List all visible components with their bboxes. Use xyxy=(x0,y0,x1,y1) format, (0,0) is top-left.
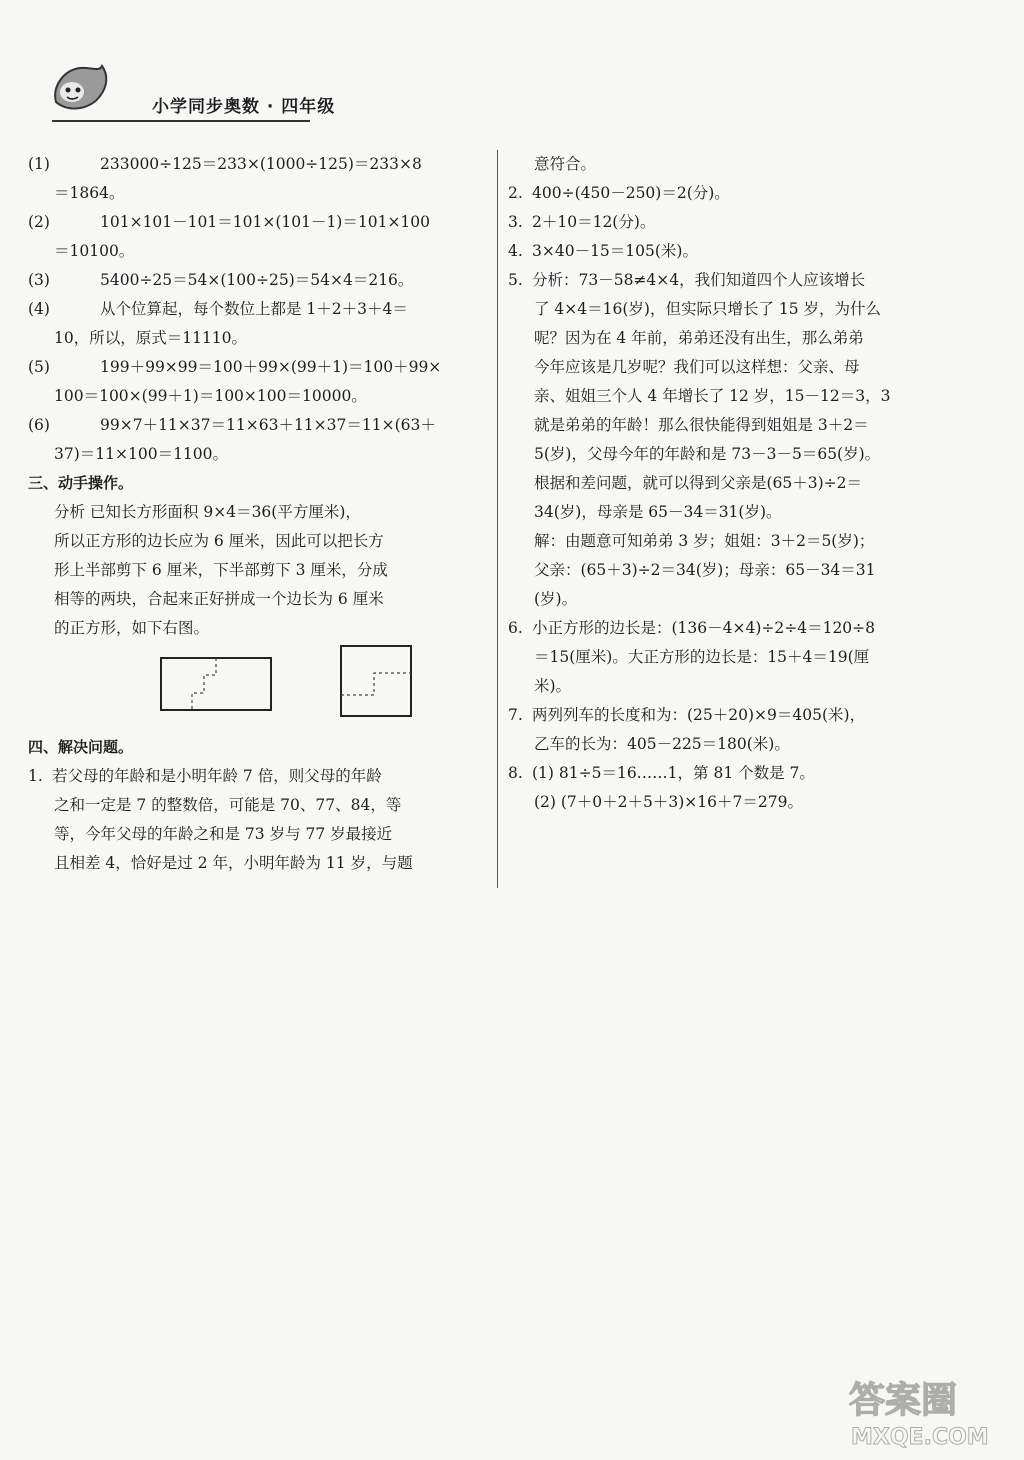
answer-line: 就是弟弟的年龄！那么很快能得到姐姐是 3＋2＝ xyxy=(534,416,869,434)
item-label: (4) xyxy=(28,300,50,318)
item-continuation: 100＝100×(99＋1)＝100×100＝10000。 xyxy=(54,387,367,405)
item-text: 99×7＋11×37＝11×63＋11×37＝11×(63＋ xyxy=(100,416,436,434)
watermark-logo xyxy=(845,1370,1010,1450)
answer-line: (1) 81÷5＝16……1，第 81 个数是 7。 xyxy=(532,764,815,782)
header-rule xyxy=(52,120,310,122)
item-text: 5400÷25＝54×(100÷25)＝54×4＝216。 xyxy=(100,271,414,289)
question-line: 等，今年父母的年龄之和是 73 岁与 77 岁最接近 xyxy=(54,825,393,843)
answer-item-2 xyxy=(28,208,490,237)
answer-item-3 xyxy=(28,266,490,295)
section-3-line: 分析 已知长方形面积 9×4＝36(平方厘米)， xyxy=(54,503,361,521)
item-text: 101×101－101＝101×(101－1)＝101×100 xyxy=(100,213,431,231)
item-text: 199＋99×99＝100＋99×(99＋1)＝100＋99× xyxy=(100,358,442,376)
left-column xyxy=(28,150,490,878)
answer-6 xyxy=(508,614,948,643)
answer-item-1 xyxy=(28,150,490,179)
answer-line: ＝15(厘米)。大正方形的边长是：15＋4＝19(厘 xyxy=(534,648,870,666)
answer-line: 呢？因为在 4 年前，弟弟还没有出生，那么弟弟 xyxy=(534,329,864,347)
answer-line: 小正方形的边长是：(136－4×4)÷2÷4＝120÷8 xyxy=(532,619,876,637)
question-label: 1. xyxy=(28,767,43,785)
section-3-heading: 三、动手操作。 xyxy=(28,474,134,492)
answer-label: 6. xyxy=(508,619,523,637)
item-label: (2) xyxy=(28,213,50,231)
answer-line: 两列列车的长度和为：(25＋20)×9＝405(米)， xyxy=(532,706,866,724)
answer-line: 米)。 xyxy=(534,677,572,695)
section-4-heading: 四、解决问题。 xyxy=(28,738,134,756)
item-label: (3) xyxy=(28,271,50,289)
answer-line: 34(岁)，母亲是 65－34＝31(岁)。 xyxy=(534,503,782,521)
item-label: (5) xyxy=(28,358,50,376)
item-text: 从个位算起，每个数位上都是 1＋2＋3＋4＝ xyxy=(100,300,408,318)
watermark-url: MXQE.COM xyxy=(851,1425,989,1450)
answer-line: (2) (7＋0＋2＋5＋3)×16＋7＝279。 xyxy=(534,793,803,811)
answer-line: (岁)。 xyxy=(534,590,578,608)
answer-2 xyxy=(508,179,948,208)
watermark-brand: 答案圈 xyxy=(849,1380,958,1421)
answer-item-6 xyxy=(28,411,490,440)
figures xyxy=(28,655,490,723)
mascot-logo-icon xyxy=(50,62,112,118)
answer-line: 今年应该是几岁呢？我们可以这样想：父亲、母 xyxy=(534,358,860,376)
answer-4 xyxy=(508,237,948,266)
continued-line: 意符合。 xyxy=(534,155,597,173)
item-continuation: 10，所以，原式＝11110。 xyxy=(54,329,248,347)
answer-line: 解：由题意可知弟弟 3 岁；姐姐：3＋2＝5(岁)； xyxy=(534,532,875,550)
answer-5 xyxy=(508,266,948,295)
item-text: 233000÷125＝233×(1000÷125)＝233×8 xyxy=(100,155,422,173)
rectangle-cut-figure xyxy=(160,657,272,711)
question-line: 若父母的年龄和是小明年龄 7 倍，则父母的年龄 xyxy=(52,767,382,785)
answer-line: 亲、姐姐三个人 4 年增长了 12 岁，15－12＝3，3 xyxy=(534,387,891,405)
answer-line: 父亲：(65＋3)÷2＝34(岁)；母亲：65－34＝31 xyxy=(534,561,876,579)
answer-line: 5(岁)，父母今年的年龄和是 73－3－5＝65(岁)。 xyxy=(534,445,881,463)
item-continuation: ＝10100。 xyxy=(54,242,135,260)
answer-7 xyxy=(508,701,948,730)
section-3-line: 所以正方形的边长应为 6 厘米，因此可以把长方 xyxy=(54,532,384,550)
square-assembled-figure xyxy=(340,645,412,717)
answer-label: 2. xyxy=(508,184,523,202)
answer-label: 3. xyxy=(508,213,523,231)
answer-label: 7. xyxy=(508,706,523,724)
answer-line: 乙车的长为：405－225＝180(米)。 xyxy=(534,735,790,753)
answer-item-4 xyxy=(28,295,490,324)
item-label: (6) xyxy=(28,416,50,434)
answer-label: 4. xyxy=(508,242,523,260)
answer-line: 3×40－15＝105(米)。 xyxy=(532,242,698,260)
item-continuation: 37)＝11×100＝1100。 xyxy=(54,445,229,463)
section-3-line: 形上半部剪下 6 厘米，下半部剪下 3 厘米，分成 xyxy=(54,561,388,579)
answer-line: 了 4×4＝16(岁)，但实际只增长了 15 岁，为什么 xyxy=(534,300,882,318)
question-1 xyxy=(28,762,490,791)
answer-label: 8. xyxy=(508,764,523,782)
answer-8 xyxy=(508,759,948,788)
item-continuation: ＝1864。 xyxy=(54,184,125,202)
right-column xyxy=(508,150,948,817)
answer-item-5 xyxy=(28,353,490,382)
book-title: 小学同步奥数 · 四年级 xyxy=(152,97,336,117)
answer-line: 2＋10＝12(分)。 xyxy=(532,213,656,231)
answer-line: 400÷(450－250)＝2(分)。 xyxy=(532,184,730,202)
section-3-line: 相等的两块，合起来正好拼成一个边长为 6 厘米 xyxy=(54,590,384,608)
answer-label: 5. xyxy=(508,271,523,289)
section-3-line: 的正方形，如下右图。 xyxy=(54,619,210,637)
page-header xyxy=(50,62,336,124)
column-divider xyxy=(497,150,498,888)
question-line: 且相差 4，恰好是过 2 年，小明年龄为 11 岁，与题 xyxy=(54,854,413,872)
answer-line: 分析：73－58≠4×4，我们知道四个人应该增长 xyxy=(532,271,866,289)
answer-line: 根据和差问题，就可以得到父亲是(65＋3)÷2＝ xyxy=(534,474,863,492)
question-line: 之和一定是 7 的整数倍，可能是 70、77、84，等 xyxy=(54,796,402,814)
answer-3 xyxy=(508,208,948,237)
item-label: (1) xyxy=(28,155,50,173)
